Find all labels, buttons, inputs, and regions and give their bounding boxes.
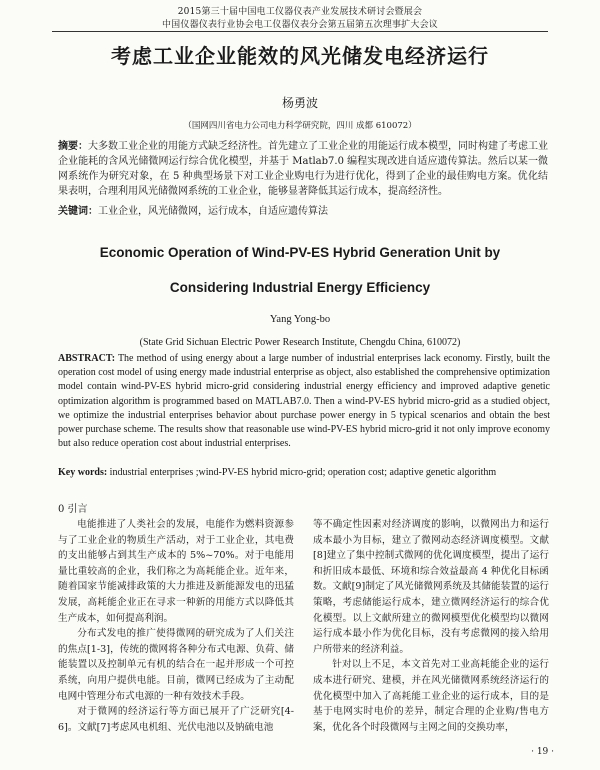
abstract-cn-text: 大多数工业企业的用能方式缺乏经济性。首先建立了工业企业的用能运行成本模型，同时构建了考虑工业企业能耗的含风光储微网运行综合优化模型，并基于 Matlab7.0 编程实现改进自适应遗传算法。然后以某一微网系统作为研究对象，在 5 种典型场景下对工业企业购电行为进行优化，得到了企业的最佳购电方案。优化结果表明，合理利用风光储微网系统的工业企业，能够显著降低其运行成本，提高经济性。 [58,141,548,197]
abstract-en-text: The method of using energy about a large number of industrial enterprises lack economy. Firstly, built the operation cost model of using energy made industrial enterprise as object, also established the comprehensive optimization model contain wind-PV-ES hybrid micro-grid considering industrial energy efficiency and improved adaptive genetic optimization algorithm is programmed based on MATLAB7.0. Then a wind-PV-ES hybrid micro-grid as a studied object, we optimize the industrial enterprises behavior about purchase power energy in 5 typical scenarios and obtain the best power purchase scheme. The results show that reasonable use wind-PV-ES hybrid micro-grid it not only improve economy but also reduce operation cost about industrial enterprises. [58,353,550,450]
left-paragraph-1: 电能推进了人类社会的发展，电能作为燃料资源参与了工业企业的物质生产活动，对于工业企业，其电费的支出能够占到其生产成本的 5%~70%。对于电能用量比重较高的企业，我们称之为高耗能企业。近年来，随着国家节能减排政策的大力推进及新能源发电的迅猛发展，高耗能企业正在寻求一种新的用能方式以降低其生产成本，如何提高利润。 [58,519,294,624]
abstract-en-label: ABSTRACT: [58,353,116,364]
right-paragraph-2: 针对以上不足，本文首先对工业高耗能企业的运行成本进行研究、建模，并在风光储微网系统经济运行的优化模型中加入了高耗能工业企业的运行成本，目的是基于电网实时电价的差异，制定合理的企业购/售电方案，优化各个时段微网与主网之间的交换功率， [313,659,549,733]
conference-header-line1: 2015第三十届中国电工仪器仪表产业发展技术研讨会暨展会 [177,7,423,17]
author-cn: 杨勇波 [281,96,318,110]
keywords-en [58,466,550,480]
paper-title-en-line1: Economic Operation of Wind-PV-ES Hybrid Generation Unit by [99,245,501,260]
keywords-cn [58,205,548,219]
abstract-cn [58,139,548,199]
paper-title-en-line2: Considering Industrial Energy Efficiency [169,280,431,295]
paper-title-cn: 考虑工业企业能效的风光储发电经济运行 [111,44,489,68]
right-column [313,517,549,735]
abstract-en [58,352,550,451]
left-paragraph-3: 对于微网的经济运行等方面已展开了广泛研究[4-6]。文献[7]考虑风电机组、光伏电池以及钠硫电池 [58,706,294,733]
section-heading-introduction: 0 引言 [58,504,88,515]
author-en: Yang Yong-bo [269,314,331,325]
abstract-cn-label: 摘要： [58,141,88,152]
affiliation-cn: （国网四川省电力公司电力科学研究院，四川 成都 610072） [183,121,417,131]
page-number: · 19 · [531,747,554,757]
left-column [58,517,294,735]
left-paragraph-2: 分布式发电的推广使得微网的研究成为了人们关注的焦点[1-3]，传统的微网将各种分布式电源、负荷、储能装置以及控制单元有机的结合在一起并形成一个可控系统，向用户提供电能。目前，微网已经成为了主动配电网中管理分布式电源的一种有效技术手段。 [58,628,294,702]
header-rule [52,31,548,32]
conference-header-line2: 中国仪器仪表行业协会电工仪器仪表分会第五届第五次理事扩大会议 [161,20,438,30]
keywords-cn-text: 工业企业，风光储微网，运行成本，自适应遗传算法 [98,206,328,217]
right-paragraph-1: 等不确定性因素对经济调度的影响，以微网出力和运行成本最小为目标，建立了微网动态经济调度模型。文献[8]建立了集中控制式微网的优化调度模型，提出了运行和折旧成本最低、环境和综合效益最高 4 种优化目标函数。文献[9]制定了风光储微网系统及其储能装置的运行策略，考虑储能运行成本，建立微网经济运行的综合优化模型。以上文献所建立的微网模型优化模型均以微网运行成本最小作为优化目标，没有考虑微网的接入给用户所带来的经济利益。 [313,519,549,655]
keywords-en-label: Key words: [58,467,108,478]
keywords-cn-label: 关键词： [58,206,98,217]
affiliation-en: (State Grid Sichuan Electric Power Research Institute, Chengdu China, 610072) [139,337,461,348]
keywords-en-text: industrial enterprises ;wind-PV-ES hybrid micro-grid; operation cost; adaptive genetic algorithm [109,467,497,478]
